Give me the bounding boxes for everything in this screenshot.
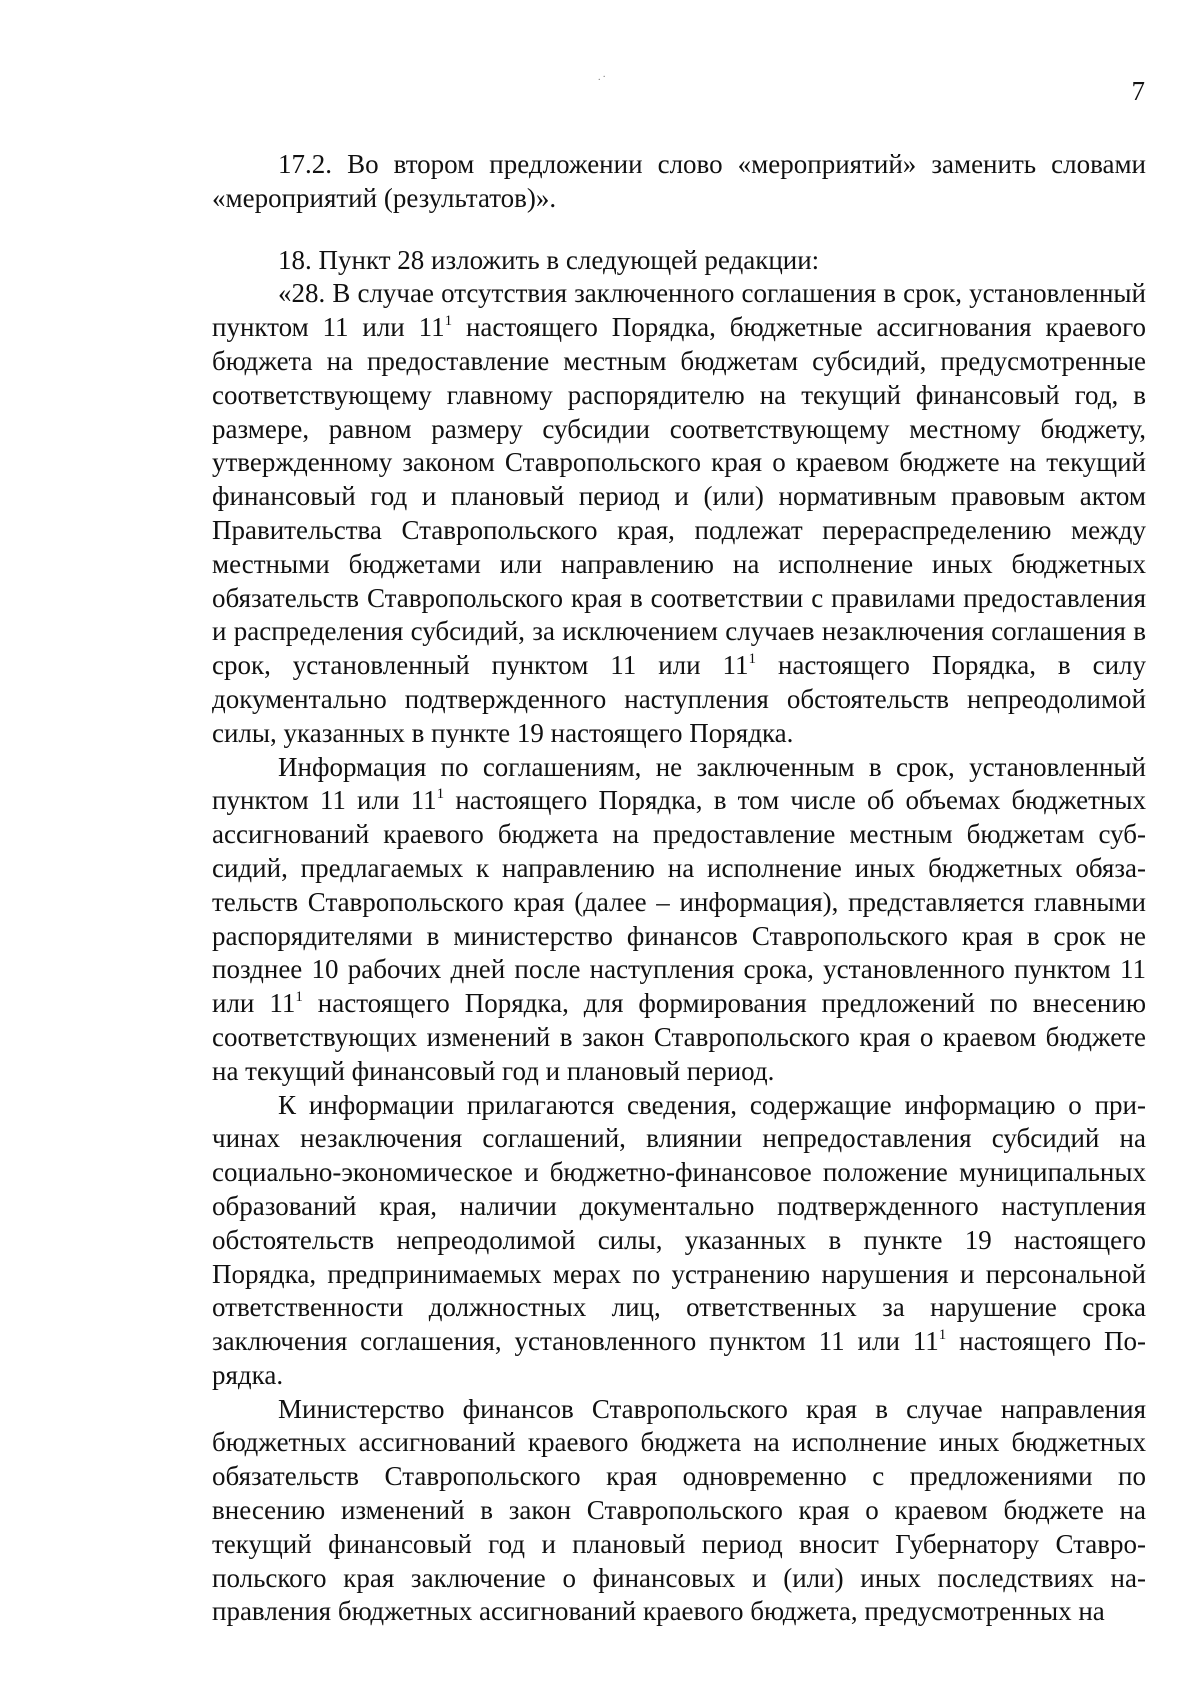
paragraph-17-2 xyxy=(212,148,1146,216)
paragraph-text: настоящего Порядка, в том числе об объемах бюджетных ассигнований краевого бюджета на предоставление местным бюджетам субсидий, предлагаемых к направлению на исполнение иных бюджетных обязательств Ставропольского края (далее – информация), представляется главными распорядителями в министерство финансов Ставропольского края в срок не позднее 10 рабочих дней после наступления срока, установленного пунктом 11 или 11 xyxy=(212,785,1146,1019)
paragraph-text: настоящего Порядка. xyxy=(212,1326,1146,1390)
superscript: 1 xyxy=(938,1327,947,1344)
paragraph-18 xyxy=(212,244,1146,278)
paragraph-text: 17.2. Во втором предложении слово «мероприятий» заменить словами «мероприятий (результатов)». xyxy=(212,149,1146,213)
page-number: 7 xyxy=(1131,76,1145,106)
paragraph-ministry xyxy=(212,1393,1146,1630)
paragraph-28-quote xyxy=(212,277,1146,750)
document-body xyxy=(212,148,1146,1629)
superscript: 1 xyxy=(748,651,757,668)
paragraph-text: настоящего Порядка, для формирования предложений по внесению соответствующих изменений в закон Ставропольского края о краевом бюджете на текущий финансовый год и плановый период. xyxy=(212,988,1146,1086)
paragraph-text: «28. В случае отсутствия заключенного соглашения в срок, установленный пунктом 11 или 11 xyxy=(212,278,1146,343)
paragraph-text: К информации прилагаются сведения, содержащие информацию о причинах незаключения соглашений, влиянии непредоставления субсидий на социально-экономическое и бюджетно-финансовое положение муниципальных образований края, наличии документально подтвержденного наступления обстоятельств непреодолимой силы, указанных в пункте 19 настоящего Порядка, предпринимаемых мерах по устранению нарушения и персональной ответственности должностных лиц, ответственных за нарушение срока заключения соглашения, установленного пунктом 11 или 11 xyxy=(212,1089,1146,1357)
paragraph-text: настоящего Порядка, в силу документально подтвержденного наступления обстоятельств непреодолимой силы, указанных в пункте 19 настоящего Порядка. xyxy=(212,650,1146,748)
paragraph-information xyxy=(212,751,1146,1089)
paragraph-attachments xyxy=(212,1089,1146,1393)
superscript: 1 xyxy=(444,313,453,330)
paragraph-text: Информация по соглашениям, не заключенным в срок, установленный пунктом 11 или 11 xyxy=(212,751,1146,816)
scan-mark: .· xyxy=(598,72,608,83)
paragraph-text: 18. Пункт 28 изложить в следующей редакции: xyxy=(278,244,820,275)
superscript: 1 xyxy=(295,989,303,1006)
paragraph-text: настоящего Порядка, бюджетные ассигнования краевого бюджета на предоставление местным бюджетам субсидий, предусмотренные соответствующему главному распорядителю на текущий финансовый год, в размере, равном размеру субсидии соответствующему местному бюджету, утвержденному законом Ставропольского края о краевом бюджете на текущий финансовый год и плановый период и (или) нормативным правовым актом Правительства Ставропольского края, подлежат перераспределению между местными бюджетами или направлению на исполнение иных бюджетных обязательств Ставропольского края в соответствии с правилами предоставления и распределения субсидий, за исключением случаев незаключения соглашения в срок, установленный пунктом 11 или 11 xyxy=(212,312,1147,681)
superscript: 1 xyxy=(436,786,445,803)
paragraph-text: Министерство финансов Ставропольского края в случае направления бюджетных ассигнований краевого бюджета на исполнение иных бюджетных обязательств Ставропольского края одновременно с предложениями по внесению изменений в закон Ставропольского края о краевом бюджете на текущий финансовый год и плановый период вносит Губернатору Ставропольского края заключение о финансовых и (или) иных последствиях направления бюджетных ассигнований краевого бюджета, предусмотренных на xyxy=(212,1393,1146,1627)
